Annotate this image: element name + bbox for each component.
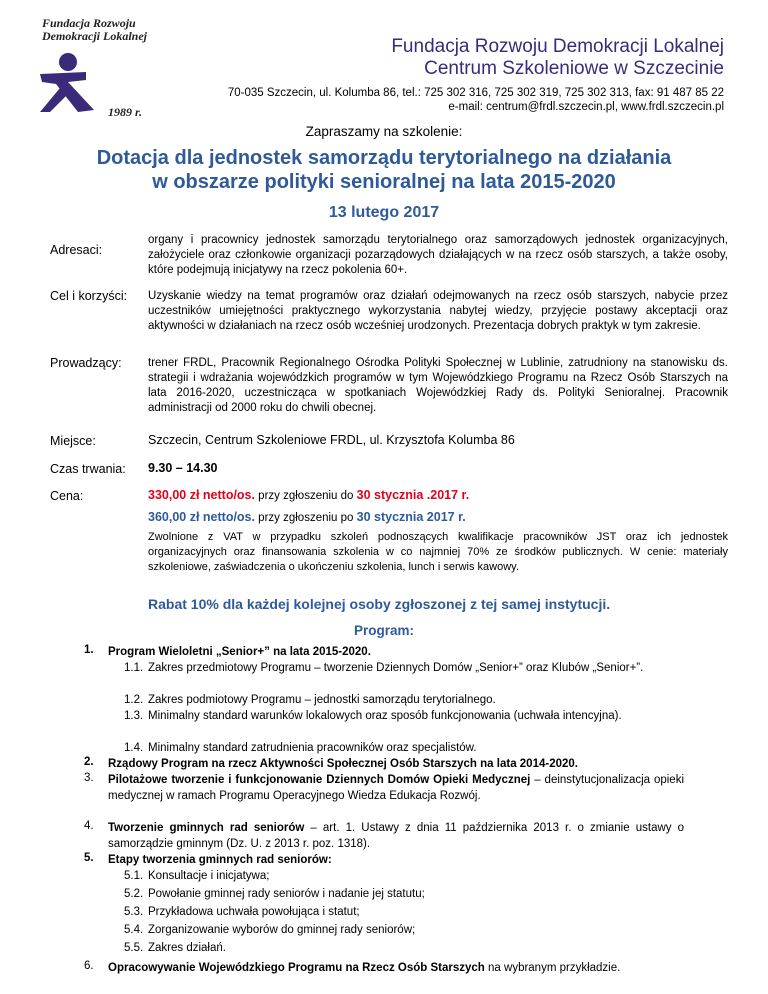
vat-note: Zwolnione z VAT w przypadku szkoleń podnoszących kwalifikacje pracowników JST oraz ich jednostek organizacyjnych oraz finansowania szkolenia w co najmniej 70% ze środków publicznych. W cenie: materiały szkoleniowe, zaświadczenia o ukończeniu szkolenia, lunch i serwis kawowy. [148,531,728,573]
miejsce-label: Miejsce: [50,434,96,448]
subitem-5-2: 5.2. Powołanie gminnej rady seniorów i nadanie jej statutu; [124,888,425,900]
cel-text: Uzyskanie wiedzy na temat programów oraz działań odejmowanych na rzecz osób starszych, nabycie przez uczestników umiejętności praktycznego wykorzystania nabytej wiedzy, przyjęcie postawy akceptacji oraz aktywności w działaniach na rzecz osób wcześniej urodzonych. Prezentacja dobrych praktyk w tym zakresie. [148,290,728,332]
price-late-mid: przy zgłoszeniu po [254,512,357,524]
subitem-1-2: 1.2. Zakres podmiotowy Programu – jednostki samorządu terytorialnego. [124,694,496,706]
program-item-3-text: – deinstytucjonalizacja opieki medycznej w ramach Programu Operacyjnego Wiedza Edukacja Rozwój. [108,774,684,802]
invite-text: Zapraszamy na szkolenie: [305,124,463,139]
program-num-3: 3. [84,772,94,784]
program-num-4: 4. [84,820,94,832]
subitem-5-4-text: Zorganizowanie wyborów do gminnej rady seniorów; [148,924,416,936]
price-line-1 [148,488,728,504]
program-item-6-bold: Opracowywanie Wojewódzkiego Programu na Rzecz Osób Starszych [108,962,485,974]
czas-text: 9.30 – 14.30 [148,461,218,475]
subitem-1-1-text: Zakres przedmiotowy Programu – tworzenie Dziennych Domów „Senior+” oraz Klubów „Senior+”. [148,662,644,674]
program-num-5: 5. [84,852,94,864]
price-early-mid: przy zgłoszeniu do [254,490,357,502]
price-late: 360,00 zł netto/os. [148,510,255,524]
prowadzacy-text: trener FRDL, Pracownik Regionalnego Ośrodka Polityki Społecznej w Lublinie, zatrudniony na stanowisku ds. strategii i wdrażania wojewódzkich programów w tym Wojewódzkiego Programu na Rzecz Osób Starszych na lata 2016-2020, uczestnicząca w spotkaniach Wojewódzkiej Rady ds. Polityki Senioralnej. Pracownik administracji od 2000 roku do chwili obecnej. [148,357,728,414]
title-line2: w obszarze polityki senioralnej na lata 2015-2020 [152,171,616,193]
program-item-6 [108,960,620,976]
subitem-1-2-text: Zakres podmiotowy Programu – jednostki samorządu terytorialnego. [148,694,496,706]
program-num-1: 1. [84,644,94,656]
program-num-2: 2. [84,756,94,768]
subitem-1-3: 1.3. Minimalny standard warunków lokalowych oraz sposób funkcjonowania (uchwała intencyjna). [124,708,684,724]
subitem-5-3: 5.3. Przykładowa uchwała powołująca i statut; [124,906,360,918]
cel-label: Cel i korzyści: [50,289,128,303]
subitem-1-3-text: Minimalny standard warunków lokalowych oraz sposób funkcjonowania (uchwała intencyjna). [148,710,622,722]
program-item-3 [108,772,684,804]
program-item-1: Program Wieloletni „Senior+” na lata 2015-2020. [108,646,371,658]
subitem-5-5-text: Zakres działań. [148,942,226,954]
foundation-logo-icon [34,52,104,114]
event-date: 13 lutego 2017 [328,204,440,221]
logo-line1: Fundacja Rozwoju [42,16,136,30]
org-name: Fundacja Rozwoju Demokracji Lokalnej [391,36,724,57]
discount-note: Rabat 10% dla każdej kolejnej osoby zgłoszonej z tej samej instytucji. [148,596,611,612]
logo-year: 1989 r. [108,105,143,119]
program-item-2: Rządowy Program na rzecz Aktywności Społecznej Osób Starszych na lata 2014-2020. [108,758,578,770]
contact-email: e-mail: centrum@frdl.szczecin.pl, www.frdl.szczecin.pl [448,101,724,113]
prowadzacy-label: Prowadzący: [50,356,122,370]
czas-label: Czas trwania: [50,462,126,476]
contact-address: 70-035 Szczecin, ul. Kolumba 86, tel.: 725 302 316, 725 302 319, 725 302 313, fax: 91 487 85 22 [227,87,724,99]
subitem-1-4-text: Minimalny standard zatrudnienia pracowników oraz specjalistów. [148,742,477,754]
program-item-6-text: na wybranym przykładzie. [484,962,621,974]
price-line-2 [148,510,728,526]
subitem-5-3-text: Przykładowa uchwała powołująca i statut; [148,906,360,918]
title-line1: Dotacja dla jednostek samorządu terytorialnego na działania [96,147,672,169]
program-item-5: Etapy tworzenia gminnych rad seniorów: [108,854,332,866]
price-early: 330,00 zł netto/os. [148,488,255,502]
subitem-1-4: 1.4. Minimalny standard zatrudnienia pracowników oraz specjalistów. [124,742,477,754]
subitem-5-4: 5.4. Zorganizowanie wyborów do gminnej rady seniorów; [124,924,416,936]
deadline-early: 30 stycznia .2017 r. [356,488,470,502]
page-title [0,146,768,194]
program-num-6: 6. [84,960,94,972]
adresaci-label: Adresaci: [50,243,103,257]
adresaci-text: organy i pracownicy jednostek samorządu terytorialnego oraz samorządowych jednostek organizacyjnych, założyciele oraz członkowie organizacji pozarządowych działających w na rzecz osób starszych, a także osoby, które podejmują inicjatywy na rzecz pokolenia 60+. [148,234,728,276]
program-item-4 [108,820,684,852]
subitem-5-1-text: Konsultacje i inicjatywa; [148,870,270,882]
org-centre: Centrum Szkoleniowe w Szczecinie [424,58,724,79]
subitem-1-1: 1.1. Zakres przedmiotowy Programu – tworzenie Dziennych Domów „Senior+” oraz Klubów „Senior+”. [124,660,684,676]
subitem-5-1: 5.1. Konsultacje i inicjatywa; [124,870,270,882]
subitem-5-2-text: Powołanie gminnej rady seniorów i nadanie jej statutu; [148,888,425,900]
deadline-late: 30 stycznia 2017 r. [356,510,466,524]
logo-line2: Demokracji Lokalnej [42,29,147,43]
cena-label: Cena: [50,489,84,503]
miejsce-text: Szczecin, Centrum Szkoleniowe FRDL, ul. Krzysztofa Kolumba 86 [148,433,515,447]
program-item-4-bold: Tworzenie gminnych rad seniorów [108,822,305,834]
program-heading: Program: [353,623,414,638]
subitem-5-5: 5.5. Zakres działań. [124,942,226,954]
program-item-4-text: – art. 1. Ustawy z dnia 11 października 2013 r. o zmianie ustawy o samorządzie gminnym (Dz. U. z 2013 r. poz. 1318). [108,822,684,850]
program-item-3-bold: Pilotażowe tworzenie i funkcjonowanie Dziennych Domów Opieki Medycznej [108,774,531,786]
